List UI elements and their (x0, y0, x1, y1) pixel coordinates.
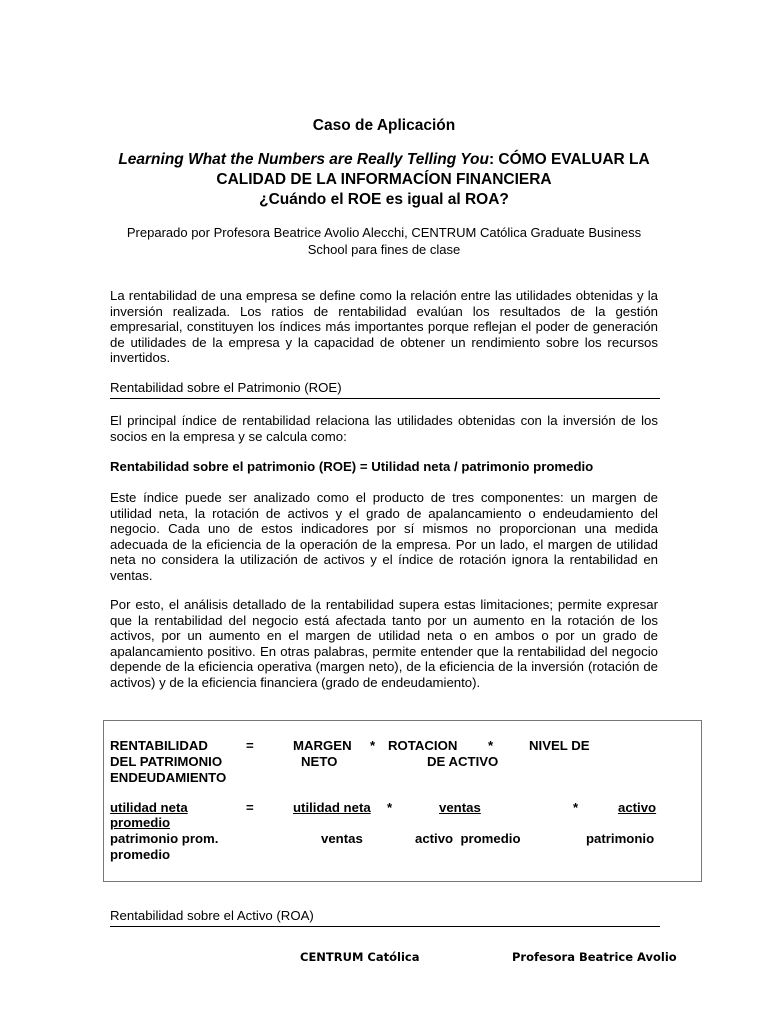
components-paragraph: Este índice puede ser analizado como el producto de tres componentes: un margen de utilidad neta, la rotación de activos y el grado de apalancamiento o endeudamiento del negocio. Cada uno de estos indicadores por sí mismos no proporcionan una medida adecuada de la eficiencia de la operación de la empresa. Por un lado, el margen de utilidad neta no considera la utilización de activos y el índice de rotación ignora la rentabilidad en ventas. (110, 490, 658, 583)
utilidad-neta-numerator: utilidad neta (110, 800, 188, 815)
nivel-de-label: NIVEL DE (529, 738, 590, 753)
ventas-numerator: ventas (439, 800, 481, 815)
ventas-denominator: ventas (321, 831, 363, 846)
roe-formula: Rentabilidad sobre el patrimonio (ROE) = Utilidad neta / patrimonio promedio (110, 459, 594, 474)
footer-institution: CENTRUM Católica (300, 950, 420, 964)
subtitle-question: ¿Cuándo el ROE es igual al ROA? (259, 191, 509, 208)
prepared-by: Preparado por Profesora Beatrice Avolio Alecchi, CENTRUM Católica Graduate Business School para fines de clase (126, 225, 642, 257)
multiply-sign: * (573, 800, 579, 815)
rotacion-label: ROTACION (388, 738, 458, 753)
activo-promedio-denominator: activo promedio (415, 831, 521, 846)
del-patrimonio-label: DEL PATRIMONIO (110, 754, 223, 769)
roa-heading: Rentabilidad sobre el Activo (ROA) (110, 908, 660, 927)
activo-numerator: activo (618, 800, 657, 815)
subtitle-italic: Learning What the Numbers are Really Telling You (118, 151, 489, 168)
document-title: Caso de Aplicación (312, 117, 456, 134)
promedio-denominator: promedio (110, 847, 171, 862)
subtitle-rest: : CÓMO EVALUAR LA CALIDAD DE LA INFORMACÍON FINANCIERA (216, 151, 650, 188)
equals-sign: = (246, 800, 254, 815)
document-subtitle (100, 150, 668, 210)
promedio-numerator: promedio (110, 815, 171, 830)
endeudamiento-label: ENDEUDAMIENTO (110, 770, 227, 785)
multiply-sign: * (387, 800, 393, 815)
patrimonio-denominator: patrimonio (586, 831, 655, 846)
roe-intro-paragraph: El principal índice de rentabilidad relaciona las utilidades obtenidas con la inversión de los socios en la empresa y se calcula como: (110, 413, 658, 444)
de-activo-label: DE ACTIVO (427, 754, 499, 769)
multiply-sign: * (370, 738, 376, 753)
equals-sign: = (246, 738, 254, 753)
dupont-formula-box (103, 720, 702, 882)
neto-label: NETO (301, 754, 338, 769)
rentabilidad-label: RENTABILIDAD (110, 738, 208, 753)
multiply-sign: * (488, 738, 494, 753)
utilidad-neta-margin-numerator: utilidad neta (293, 800, 371, 815)
intro-paragraph: La rentabilidad de una empresa se define como la relación entre las utilidades obtenidas y la inversión realizada. Los ratios de rentabilidad evalúan los resultados de la gestión empresarial, constituyen los índices más importantes porque reflejan el poder de generación de utilidades de la empresa y la capacidad de obtener un rendimiento sobre los recursos invertidos. (110, 288, 658, 366)
margen-label: MARGEN (293, 738, 352, 753)
footer-author: Profesora Beatrice Avolio (512, 950, 677, 964)
roe-heading: Rentabilidad sobre el Patrimonio (ROE) (110, 380, 660, 399)
patrimonio-prom-denominator: patrimonio prom. (110, 831, 219, 846)
analysis-paragraph: Por esto, el análisis detallado de la rentabilidad supera estas limitaciones; permite expresar que la rentabilidad del negocio está afectada tanto por un aumento en la rotación de los activos, por un aumento en el margen de utilidad neta o en ambos o por un grado de apalancamiento positivo. En otras palabras, permite entender que la rentabilidad del negocio depende de la eficiencia operativa (margen neto), de la eficiencia de la inversión (rotación de activos) y de la eficiencia financiera (grado de endeudamiento). (110, 597, 658, 690)
